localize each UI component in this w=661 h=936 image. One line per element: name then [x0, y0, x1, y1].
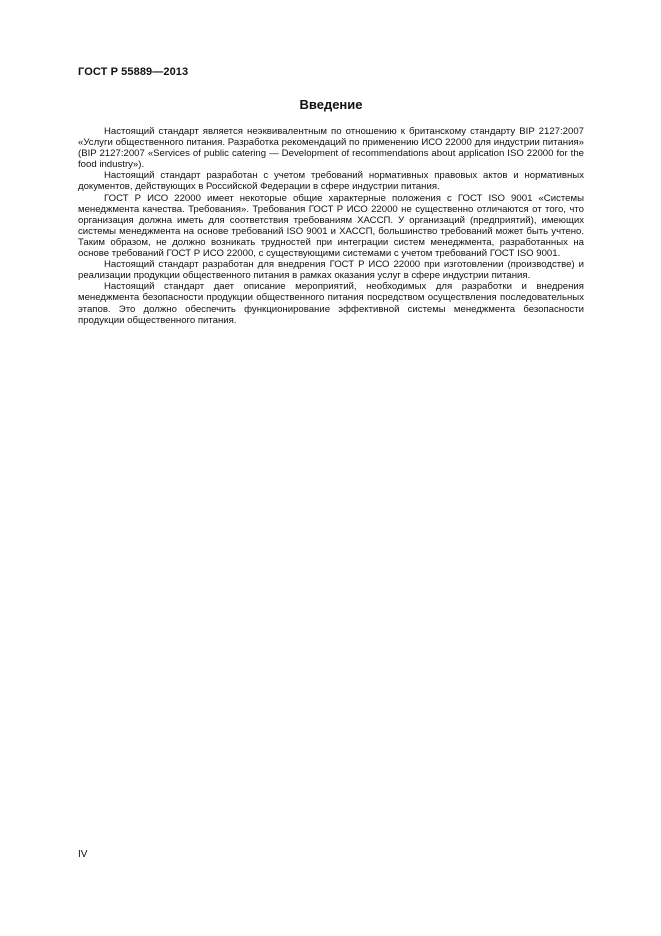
document-code: ГОСТ Р 55889—2013	[78, 66, 189, 78]
page-number: IV	[78, 849, 88, 860]
paragraph-5: Настоящий стандарт дает описание мероприятий, необходимых для разработки и внедрения менеджмента безопасности продукции общественного питания посредством осуществления последовательных этапов. Это должно обеспечить функционирование эффективной системы менеджмента безопасности продукции общественного питания.	[78, 281, 584, 326]
paragraph-3: ГОСТ Р ИСО 22000 имеет некоторые общие характерные положения с ГОСТ ISO 9001 «Системы менеджмента качества. Требования». Требования ГОСТ Р ИСО 22000 не существенно отличаются от того, что организация должна иметь для соответствия требованиям ХАССП. У организаций (предприятий), имеющих системы менеджмента на основе требований ISO 9001 и ХАССП, большинство требований может быть учтено. Таким образом, не должно возникать трудностей при интеграции систем менеджмента, разработанных на основе требований ГОСТ Р ИСО 22000, с существующими системами с учетом требований ГОСТ ISO 9001.	[78, 192, 584, 260]
paragraph-2: Настоящий стандарт разработан с учетом требований нормативных правовых актов и нормативных документов, действующих в Российской Федерации в сфере индустрии питания.	[78, 170, 584, 193]
paragraph-1: Настоящий стандарт является неэквивалентным по отношению к британскому стандарту BIP 2127:2007 «Услуги общественного питания. Разработка рекомендаций по применению ИСО 22000 для индустрии питания» (BIP 2127:2007 «Services of public catering — Development of recommendations about application ISO 22000 for the food industry»).	[78, 126, 584, 171]
paragraph-4: Настоящий стандарт разработан для внедрения ГОСТ Р ИСО 22000 при изготовлении (производстве) и реализации продукции общественного питания в рамках оказания услуг в сфере индустрии питания.	[78, 259, 584, 282]
section-title: Введение	[299, 97, 363, 112]
introduction-body	[78, 126, 584, 326]
